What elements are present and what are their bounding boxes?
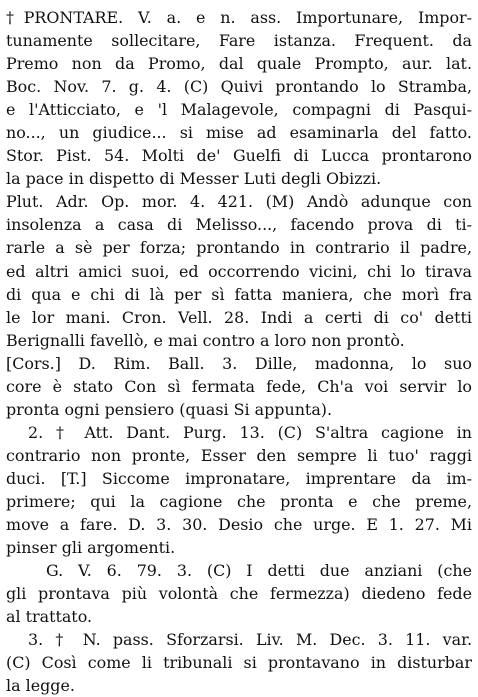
entry-line: primere; qui la cagione che pronta e che preme, bbox=[6, 491, 472, 511]
entry-line: rarle a sè per forza; prontando in contrario il padre, bbox=[6, 238, 472, 258]
entry-line: gli prontava più volontà che fermezza) diedeno fede bbox=[6, 584, 472, 604]
entry-line: move a fare. D. 3. 30. Desio che urge. E 1. 27. Mi bbox=[6, 515, 472, 535]
entry-line: la pace in dispetto di Messer Luti degli Obizzi. bbox=[6, 169, 382, 189]
entry-line: Berignalli favellò, e mai contro a loro non prontò. bbox=[6, 330, 405, 350]
entry-line: Plut. Adr. Op. mor. 4. 421. (M) Andò adunque con bbox=[6, 192, 472, 212]
entry-line-sense-3: 3. † N. pass. Sforzarsi. Liv. M. Dec. 3. 11. var. bbox=[28, 630, 472, 650]
entry-line: al trattato. bbox=[6, 607, 93, 627]
entry-line: (C) Così come li tribunali si prontavano in disturbar bbox=[6, 653, 472, 673]
entry-line: duci. [T.] Siccome impronatare, imprentare da im- bbox=[6, 468, 472, 488]
entry-line: ed altri amici suoi, ed occorrendo vicini, chi lo tirava bbox=[6, 261, 472, 281]
entry-line: core è stato Con sì fermata fede, Ch'a voi servir lo bbox=[6, 376, 472, 396]
entry-line-sense-2: 2. † Att. Dant. Purg. 13. (C) S'altra cagione in bbox=[28, 422, 472, 442]
dictionary-entry bbox=[6, 6, 472, 697]
entry-line: pronta ogni pensiero (quasi Si appunta). bbox=[6, 399, 333, 419]
entry-line: contrario non pronte, Esser den sempre li tuo' raggi bbox=[6, 445, 472, 465]
entry-line: Premo non da Promo, dal quale Prompto, aur. lat. bbox=[6, 54, 472, 74]
entry-line: Stor. Pist. 54. Molti de' Guelfi di Lucca prontarono bbox=[6, 146, 472, 166]
entry-line: e l'Atticciato, e 'l Malagevole, compagni di Pasqui- bbox=[6, 100, 472, 120]
entry-line: la legge. bbox=[6, 676, 75, 696]
entry-line: tunamente sollecitare, Fare istanza. Frequent. da bbox=[6, 31, 472, 51]
entry-line: di qua e chi di là per sì fatta maniera, che morì fra bbox=[6, 284, 472, 304]
entry-line-headword: †PRONTARE. V. a. e n. ass. Importunare, Impor- bbox=[6, 8, 472, 27]
entry-line: pinser gli argomenti. bbox=[6, 538, 176, 558]
entry-line: insolenza a casa di Melisso..., facendo prova di ti- bbox=[6, 215, 472, 235]
entry-line: [Cors.] D. Rim. Ball. 3. Dille, madonna, lo suo bbox=[6, 353, 472, 373]
entry-line: no..., un giudice... si mise ad esaminarla del fatto. bbox=[6, 123, 472, 143]
entry-line: Boc. Nov. 7. g. 4. (C) Quivi prontando lo Stramba, bbox=[6, 77, 472, 97]
entry-line: le lor mani. Cron. Vell. 28. Indi a certi di co' detti bbox=[6, 307, 472, 327]
entry-line-citation: G. V. 6. 79. 3. (C) I detti due anziani (che bbox=[46, 561, 472, 581]
